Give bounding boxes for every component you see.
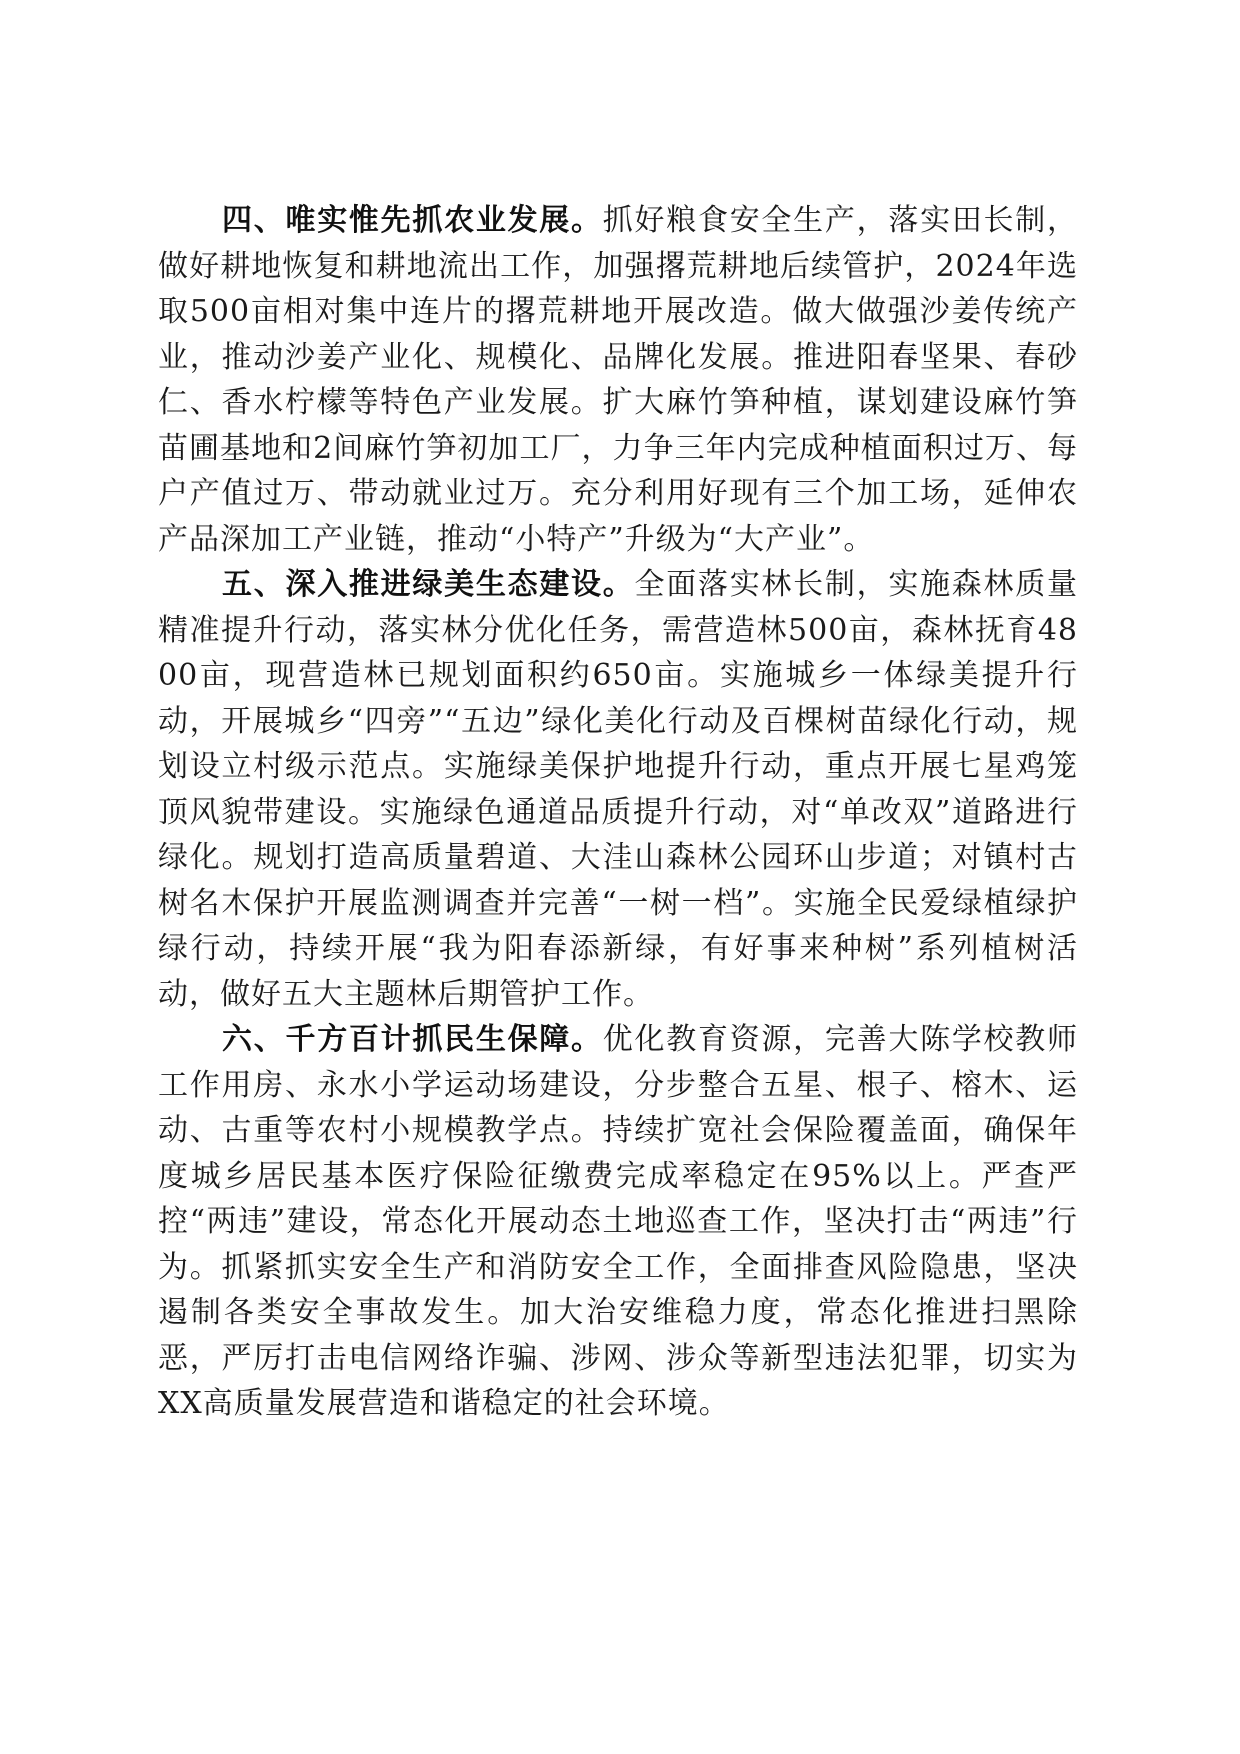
- paragraph-text: 优化教育资源，完善大陈学校教师工作用房、永水小学运动场建设，分步整合五星、根子、榕木、运动、古重等农村小规模教学点。持续扩宽社会保险覆盖面，确保年度城乡居民基本医疗保险征缴费完成率稳定在95%以上。严查严控“两违”建设，常态化开展动态土地巡查工作，坚决打击“两违”行为。抓紧抓实安全生产和消防安全工作，全面排查风险隐患，坚决遏制各类安全事故发生。加大治安维稳力度，常态化推进扫黑除恶，严厉打击电信网络诈骗、涉网、涉众等新型违法犯罪，切实为XX高质量发展营造和谐稳定的社会环境。: [158, 1022, 1079, 1421]
- paragraph-text: 抓好粮食安全生产，落实田长制，做好耕地恢复和耕地流出工作，加强撂荒耕地后续管护，2024年选取500亩相对集中连片的撂荒耕地开展改造。做大做强沙姜传统产业，推动沙姜产业化、规模化、品牌化发展。推进阳春坚果、春砂仁、香水柠檬等特色产业发展。扩大麻竹笋种植，谋划建设麻竹笋苗圃基地和2间麻竹笋初加工厂，力争三年内完成种植面积过万、每户产值过万、带动就业过万。充分利用好现有三个加工场，延伸农产品深加工产业链，推动“小特产”升级为“大产业”。: [158, 203, 1079, 557]
- paragraph-ecology: [158, 562, 1078, 1017]
- paragraph-agriculture: [158, 198, 1078, 562]
- paragraph-heading: 五、深入推进绿美生态建设。: [222, 567, 635, 602]
- document-body: [158, 198, 1078, 1427]
- paragraph-text: 全面落实林长制，实施森林质量精准提升行动，落实林分优化任务，需营造林500亩，森林抚育4800亩，现营造林已规划面积约650亩。实施城乡一体绿美提升行动，开展城乡“四旁”“五边”绿化美化行动及百棵树苗绿化行动，规划设立村级示范点。实施绿美保护地提升行动，重点开展七星鸡笼顶风貌带建设。实施绿色通道品质提升行动，对“单改双”道路进行绿化。规划打造高质量碧道、大洼山森林公园环山步道；对镇村古树名木保护开展监测调查并完善“一树一档”。实施全民爱绿植绿护绿行动，持续开展“我为阳春添新绿，有好事来种树”系列植树活动，做好五大主题林后期管护工作。: [158, 567, 1078, 1012]
- paragraph-heading: 四、唯实惟先抓农业发展。: [222, 203, 603, 238]
- paragraph-livelihood: [158, 1017, 1078, 1427]
- paragraph-heading: 六、千方百计抓民生保障。: [222, 1022, 603, 1057]
